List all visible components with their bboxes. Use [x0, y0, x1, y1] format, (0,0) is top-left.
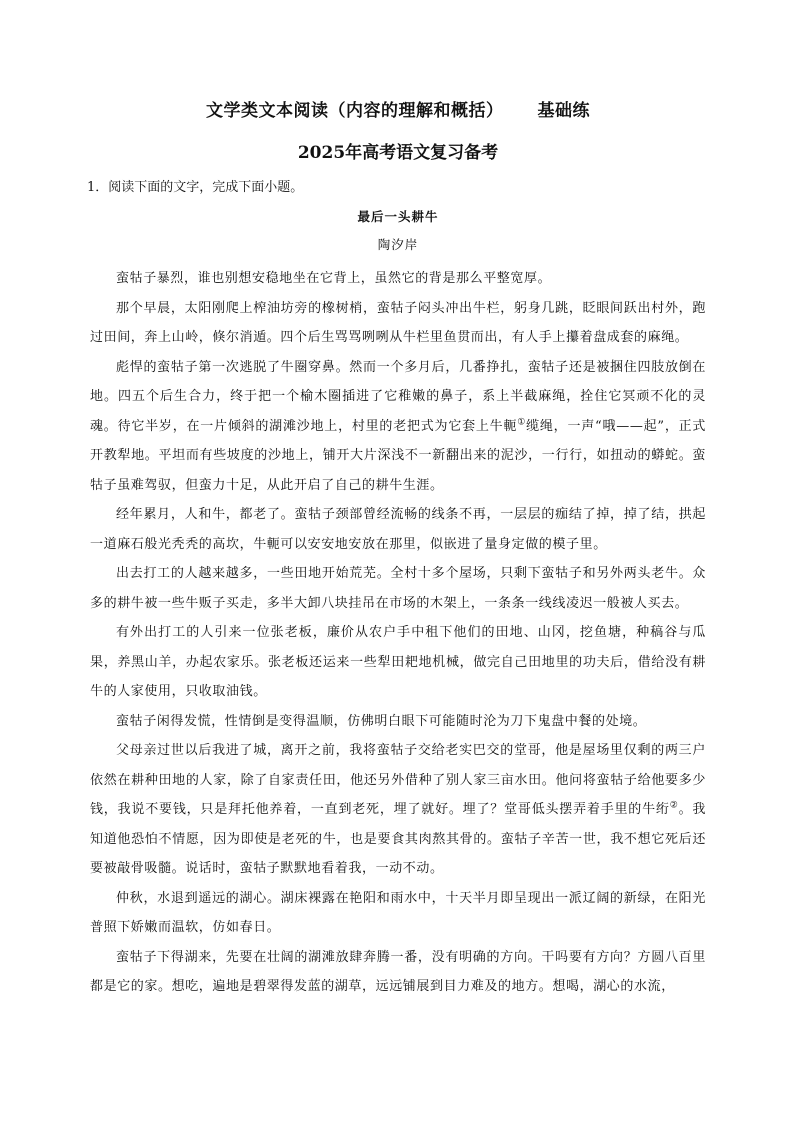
paragraph-text: 缆绳，一声“哦——起”，正式开教犁地。平坦而有些坡度的沙地上，铺开大片深浅不一新翻出来的泥沙，一行行，如扭动的蟒蛇。蛮牯子虽难驾驭，但蛮力十足，从此开启了自己的耕牛生涯。 [90, 418, 706, 493]
article-paragraph: 蛮牯子闲得发慌，性情倒是变得温顺，仿佛明白眼下可能随时沦为刀下鬼盘中餐的处境。 [116, 713, 647, 729]
paragraph-text: 彪悍的蛮牯子第一次逃脱了牛圈穿鼻。然而一个多月后，几番挣扎，蛮牯子还是被捆住四肢放倒在地。四五个后生合力，终于把一个榆木圈插进了它稚嫩的鼻子，系上半截麻绳，拴住它冥顽不化的灵魂。待它半岁，在一片倾斜的湖滩沙地上，村里的老把式为它套上牛軛 [90, 359, 706, 434]
footnote-marker: ② [669, 800, 679, 811]
article-paragraph: 经年累月，人和牛，都老了。蛮牯子颈部曾经流畅的线条不再，一层层的痂结了掉，掉了结，拱起一道麻石般光秃秃的高坎，牛軛可以安安地安放在那里，似嵌进了量身定做的模子里。 [90, 507, 706, 552]
document-title [90, 98, 706, 124]
article-paragraph [90, 353, 706, 501]
document-subtitle: 2025年高考语文复习备考 [297, 143, 499, 163]
footnote-marker: ① [517, 417, 527, 428]
article-title: 最后一头耕牛 [357, 209, 439, 224]
article-body [90, 264, 706, 1002]
document-title-main: 文学类文本阅读（内容的理解和概括） [206, 101, 504, 121]
document-title-tag: 基础练 [537, 101, 590, 121]
article-paragraph [90, 736, 706, 884]
article-author: 陶汐岸 [377, 237, 419, 252]
paragraph-text: 。我知道他恐怕不情愿，因为即使是老死的牛，也是要食其肉熬其骨的。蛮牯子辛苦一世，我不想它死后还要被敲骨吸髓。说话时，蛮牯子默默地看着我，一动不动。 [90, 802, 706, 876]
article-paragraph: 那个早晨，太阳刚爬上榨油坊旁的橡树梢，蛮牯子闷头冲出牛栏，躬身几跳，眨眼间跃出村外，跑过田间，奔上山岭，倏尔消遁。四个后生骂骂咧咧从牛栏里鱼贯而出，有人手上攥着盘成套的麻绳。 [90, 300, 706, 345]
article-paragraph: 蛮牯子暴烈，谁也别想安稳地坐在它背上，虽然它的背是那么平整宽厚。 [116, 271, 552, 286]
paragraph-text: 父母亲过世以后我进了城，离开之前，我将蛮牯子交给老实巴交的堂哥，他是屋场里仅剩的两三户依然在耕种田地的人家，除了自家责任田，他还另外借种了别人家三亩水田。他问将蛮牯子给他要多少钱，我说不要钱，只是拜托他养着，一直到老死，埋了就好。埋了？堂哥低头摆弄着手里的牛绗 [90, 743, 706, 817]
article-paragraph: 仲秋，水退到遥远的湖心。湖床裸露在艳阳和雨水中，十天半月即呈现出一派辽阔的新绿，在阳光普照下娇嫩而温软，仿如春日。 [90, 890, 706, 935]
question-prompt: 1．阅读下面的文字，完成下面小题。 [87, 180, 304, 195]
article-paragraph: 出去打工的人越来越多，一些田地开始荒芜。全村十多个屋场，只剩下蛮牯子和另外两头老牛。众多的耕牛被一些牛贩子买走，多半大卸八块挂吊在市场的木架上，一条条一线线凌迟一般被人买去。 [90, 566, 706, 611]
article-paragraph: 蛮牯子下得湖来，先要在壮阔的湖滩放肆奔腾一番，没有明确的方向。干吗要有方向？方圆八百里都是它的家。想吃，遍地是碧翠得发蓝的湖草，远远铺展到目力难及的地方。想喝，湖心的水流， [90, 949, 706, 994]
article-paragraph: 有外出打工的人引来一位张老板，廉价从农户手中租下他们的田地、山冈，挖鱼塘，种稿谷与瓜果，养黑山羊，办起农家乐。张老板还运来一些犁田耙地机械，做完自己田地里的功夫后，借给没有耕牛的人家使用，只收取油钱。 [90, 625, 706, 699]
